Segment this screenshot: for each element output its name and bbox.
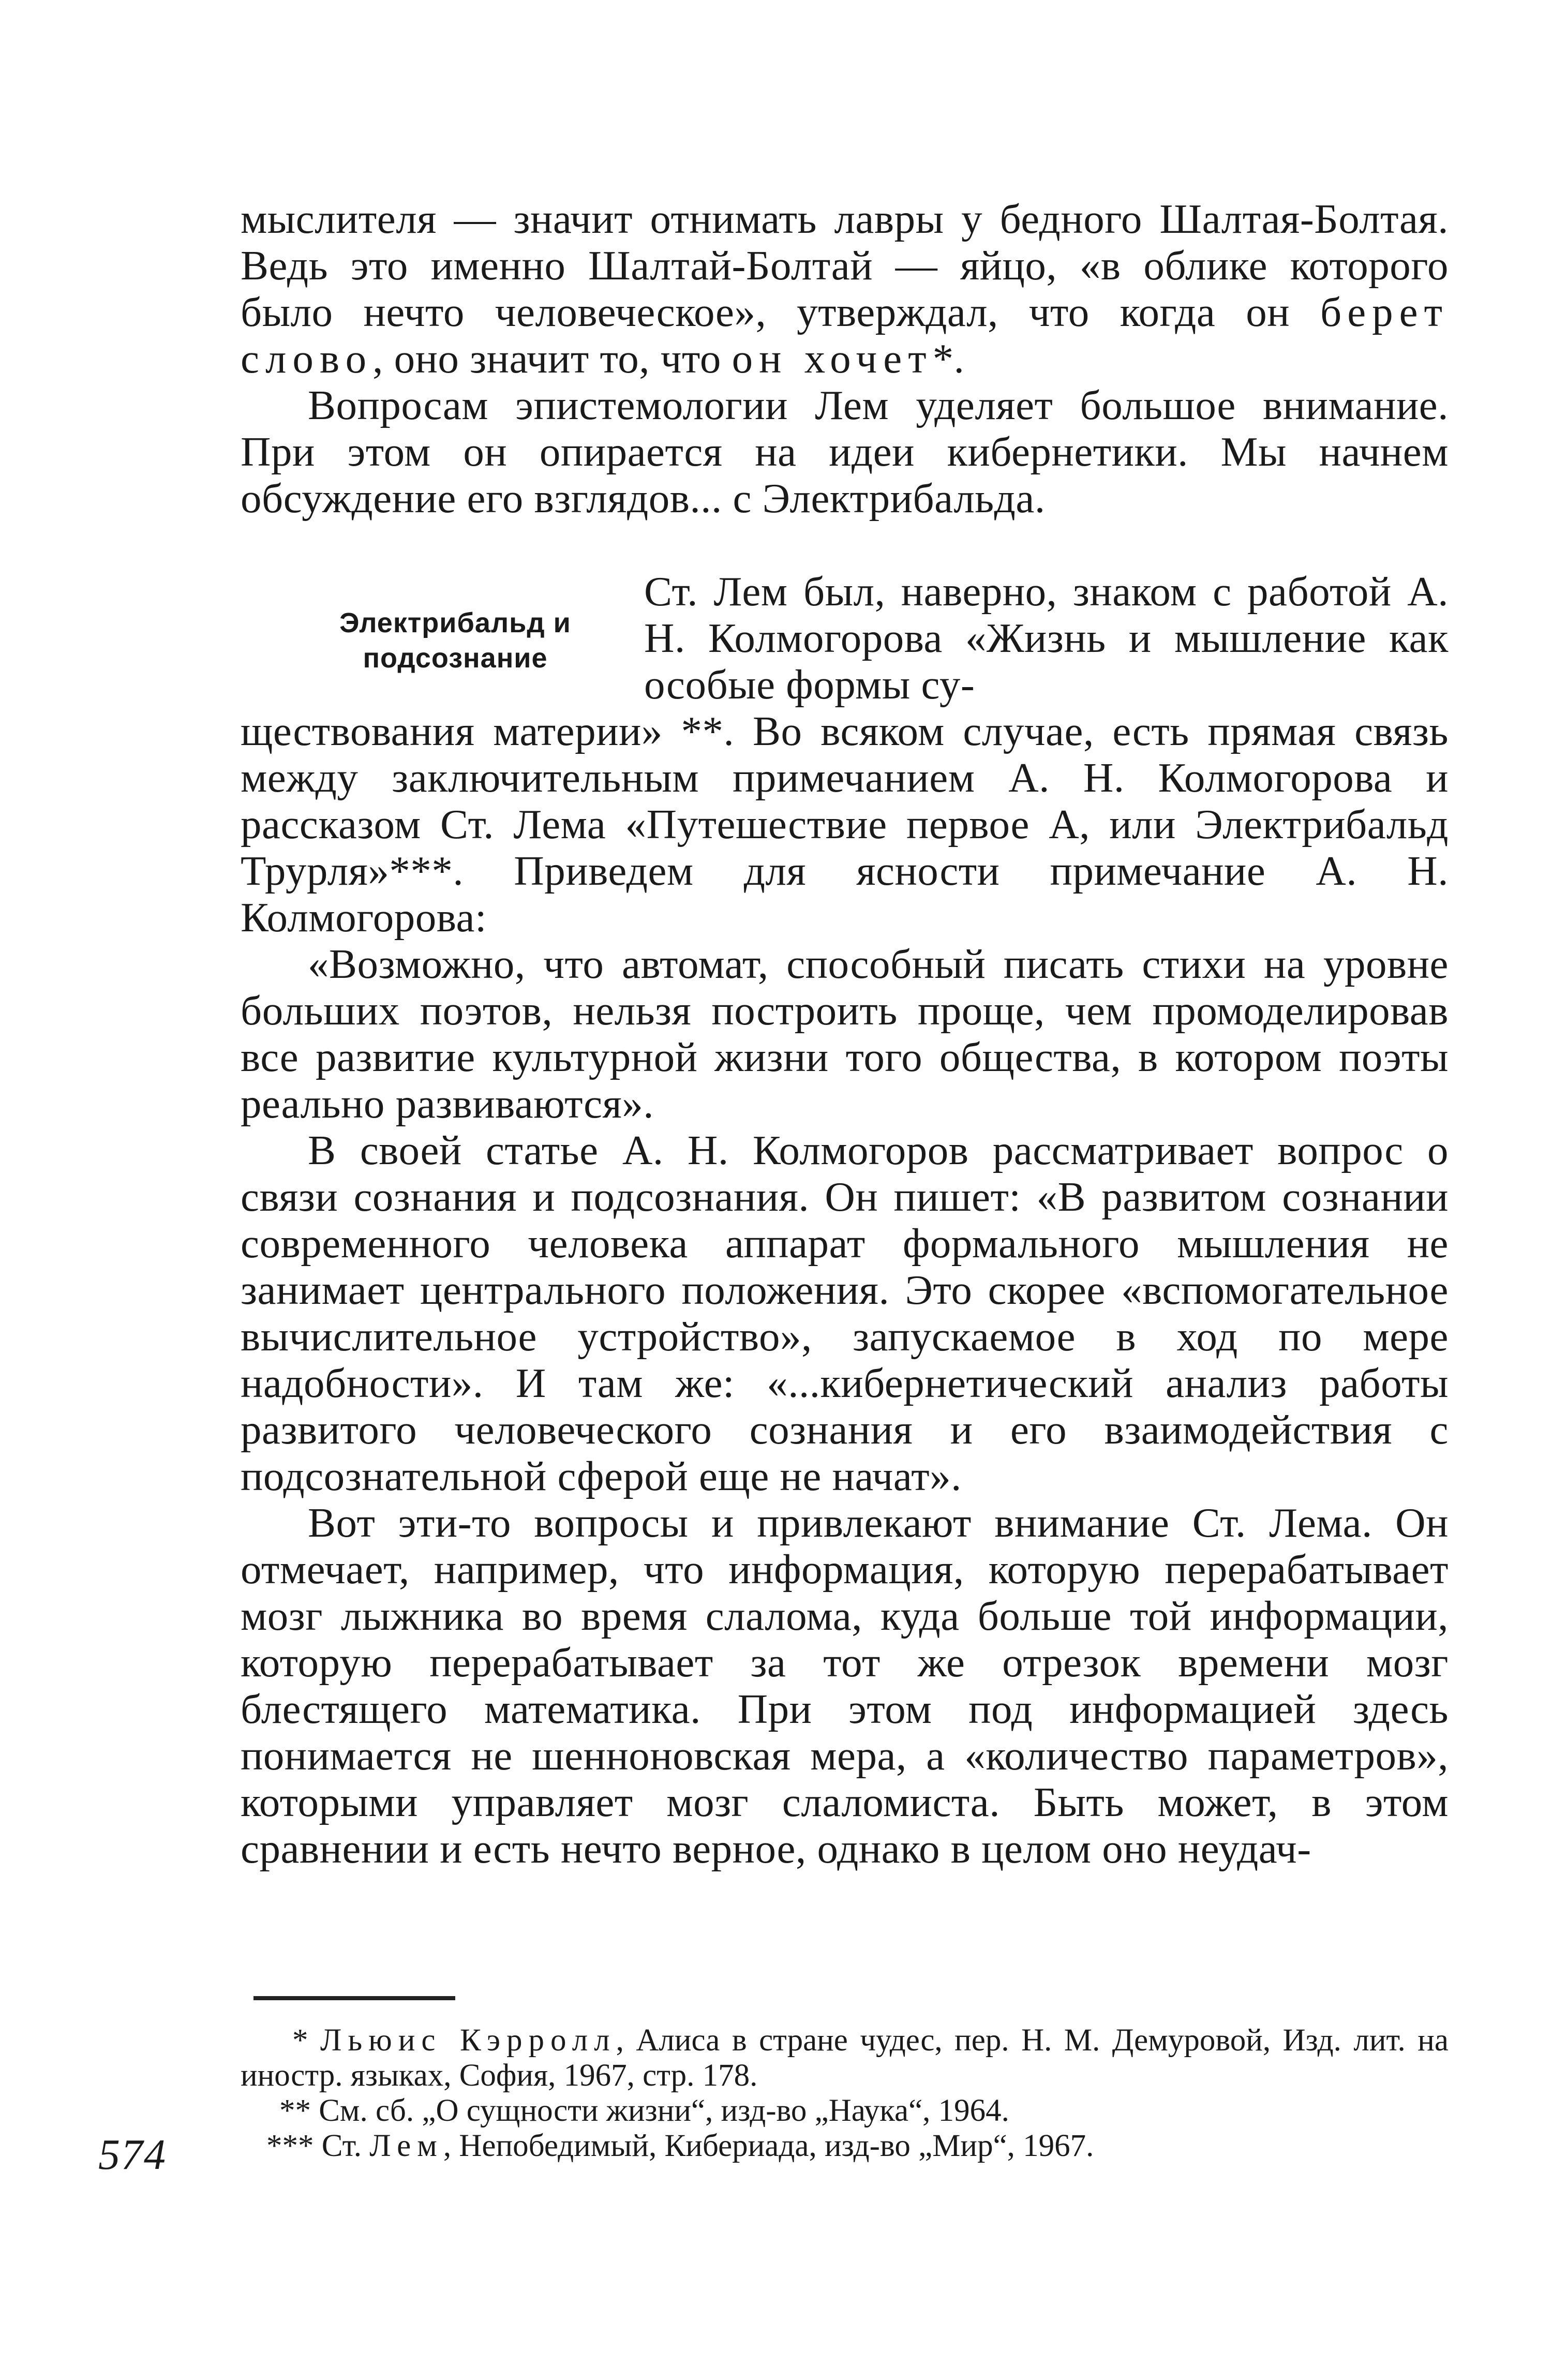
footnote-divider [253, 1996, 455, 2000]
emphasized-text: он хочет [732, 335, 933, 382]
footnote-2: ** См. сб. „О сущности жизни“, изд-во „Наука“, 1964. [279, 2093, 1009, 2128]
page-number: 574 [98, 2131, 167, 2179]
footnote-ref: *. [932, 335, 965, 382]
footnote-mark: *** [266, 2129, 314, 2163]
footnote-author: Лем [369, 2129, 443, 2163]
footnote-1 [241, 2023, 1449, 2093]
footnotes [241, 2023, 1449, 2164]
paragraph-text: , оно значит то, что [372, 335, 732, 382]
side-heading-line: Электрибальд и [339, 607, 571, 638]
quotation-paragraph: «Возможно, что автомат, способный писать стихи на уровне больших поэтов, нельзя построить проще, чем промоделировав все развитие культурной жизни того общества, в котором поэты реально развиваются». [241, 941, 1449, 1127]
paragraph: Вопросам эпистемологии Лем уделяет большое внимание. При этом он опирается на идеи кибернетики. Мы начнем обсуждение его взглядов... с Электрибальда. [241, 382, 1449, 522]
footnote-text: , Непобедимый, Кибериада, изд-во „Мир“, 1967. [443, 2129, 1094, 2163]
main-text-top [241, 196, 1449, 522]
main-text-bottom [241, 708, 1449, 1872]
paragraph-side-part: Ст. Лем был, наверно, знаком с работой А. Н. Колмогорова «Жизнь и мышление как особые формы су- [644, 568, 1449, 708]
side-heading-line: подсознание [363, 643, 548, 674]
footnote-author: Льюис Кэрролл [320, 2023, 616, 2058]
paragraph: В своей статье А. Н. Колмогоров рассматривает вопрос о связи сознания и подсознания. Он пишет: «В развитом сознании современного человека аппарат формального мышления не занимает центрального положения. Это скорее «вспомогательное вычислительное устройство», запускаемое в ход по мере надобности». И там же: «...кибернетический анализ работы развитого человеческого сознания и его взаимодействия с подсознательной сферой еще не начат». [241, 1127, 1449, 1499]
footnote-text: , Алиса в стране чудес, пер. Н. М. Демуровой, Изд. лит. на иностр. языках, София, 1967, стр. 178. [241, 2023, 1449, 2093]
emphasized-text: берет слово [241, 289, 1449, 382]
side-heading [316, 605, 595, 676]
footnote-3 [241, 2129, 1449, 2164]
paragraph-continuation [241, 196, 1449, 382]
footnote-mark: * [292, 2023, 308, 2058]
side-text [644, 568, 1449, 708]
paragraph: Вот эти-то вопросы и привлекают внимание Ст. Лема. Он отмечает, например, что информация, которую перерабатывает мозг лыжника во время слалома, куда больше той информации, которую перерабатывает за тот же отрезок времени мозг блестящего математика. При этом под информацией здесь понимается не шенноновская мера, а «количество параметров», которыми управляет мозг слаломиста. Быть может, в этом сравнении и есть нечто верное, однако в целом оно неудач- [241, 1499, 1449, 1872]
footnote-text: Ст. [314, 2129, 370, 2163]
paragraph-rest: ществования материи» **. Во всяком случае, есть прямая связь между заключительным примечанием А. Н. Колмогорова и рассказом Ст. Лема «Путешествие первое А, или Электрибальд Трурля»***. Приведем для ясности примечание А. Н. Колмогорова: [241, 708, 1449, 941]
paragraph-text: мыслителя — значит отнимать лавры у бедного Шалтая-Болтая. Ведь это именно Шалтай-Болтай — яйцо, «в облике которого было нечто человеческое», утверждал, что когда он [241, 196, 1449, 335]
